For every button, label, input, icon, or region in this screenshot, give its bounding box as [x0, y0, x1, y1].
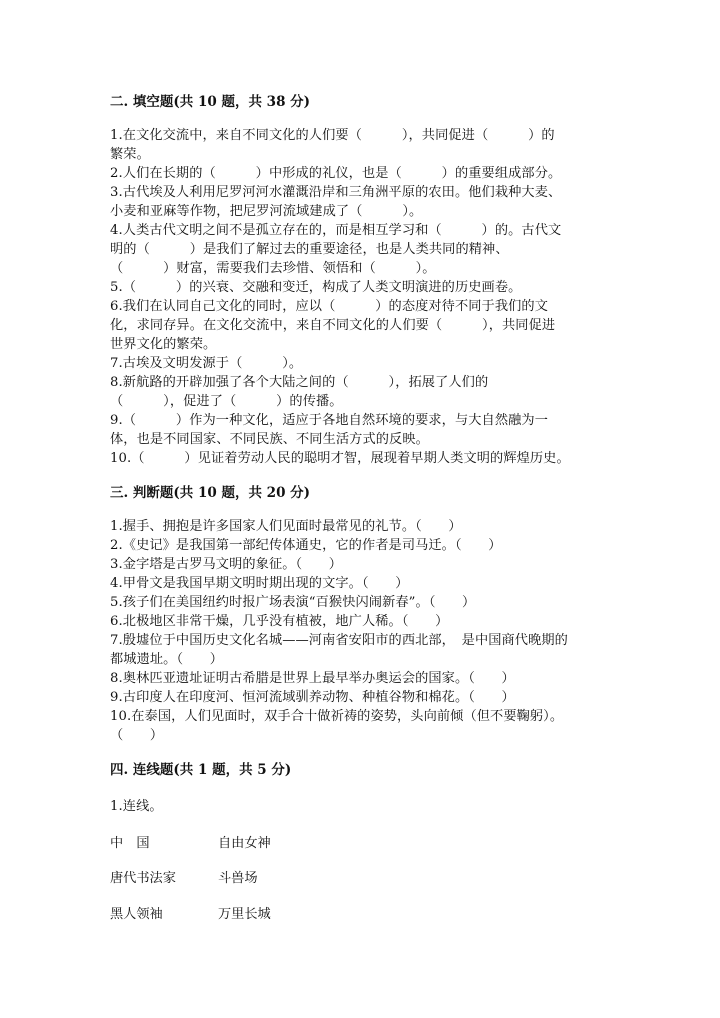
- match-left-item: 黑人领袖: [110, 907, 163, 922]
- fill-blank-line: 小麦和亚麻等作物，把尼罗河流域建成了（ ）。: [110, 204, 423, 219]
- fill-blank-line: 9.（ ）作为一种文化，适应于各地自然环境的要求，与大自然融为一: [110, 413, 548, 428]
- fill-blank-line: 繁荣。: [110, 147, 150, 162]
- true-false-line: 都城遗址。（ ）: [110, 652, 223, 667]
- true-false-line: 5.孩子们在美国纽约时报广场表演“百猴快闪闹新春”。（ ）: [110, 595, 476, 610]
- match-right-item: 斗兽场: [218, 871, 258, 886]
- fill-blank-line: 5.（ ）的兴衰、交融和变迁，构成了人类文明演进的历史画卷。: [110, 280, 522, 295]
- section-4-title: 四. 连线题(共 1 题，共 5 分): [110, 762, 292, 778]
- true-false-line: 1.握手、拥抱是许多国家人们见面时最常见的礼节。（ ）: [110, 519, 462, 534]
- fill-blank-line: 7.古埃及文明发源于（ ）。: [110, 356, 303, 371]
- true-false-line: 4.甲骨文是我国早期文明时期出现的文字。（ ）: [110, 576, 409, 591]
- fill-blank-line: 2.人们在长期的（ ）中形成的礼仪，也是（ ）的重要组成部分。: [110, 166, 562, 181]
- fill-blank-line: 3.古代埃及人利用尼罗河河水灌溉沿岸和三角洲平原的农田。他们栽种大麦、: [110, 185, 562, 200]
- true-false-line: 8.奥林匹亚遗址证明古希腊是世界上最早举办奥运会的国家。（ ）: [110, 671, 515, 686]
- true-false-line: 10.在泰国，人们见面时，双手合十做祈祷的姿势，头向前倾（但不要鞠躬）。: [110, 709, 564, 724]
- match-right-item: 自由女神: [218, 836, 271, 851]
- section-2-title: 二. 填空题(共 10 题，共 38 分): [110, 94, 311, 110]
- fill-blank-line: 化，求同存异。在文化交流中，来自不同文化的人们要（ ），共同促进: [110, 318, 556, 333]
- fill-blank-line: 6.我们在认同自己文化的同时，应以（ ）的态度对待不同于我们的文: [110, 299, 548, 314]
- match-left-item: 中 国: [110, 836, 150, 851]
- section-3-title: 三. 判断题(共 10 题，共 20 分): [110, 485, 311, 501]
- fill-blank-line: （ ）财富，需要我们去珍惜、领悟和（ ）。: [110, 261, 436, 276]
- fill-blank-line: 世界文化的繁荣。: [110, 337, 217, 352]
- fill-blank-line: 10.（ ）见证着劳动人民的聪明才智，展现着早期人类文明的辉煌历史。: [110, 451, 570, 466]
- fill-blank-line: 1.在文化交流中，来自不同文化的人们要（ ），共同促进（ ）的: [110, 128, 555, 143]
- fill-blank-line: 明的（ ）是我们了解过去的重要途径，也是人类共同的精神、: [110, 242, 509, 257]
- matching-question: 1.连线。: [110, 799, 163, 814]
- true-false-line: 2.《史记》是我国第一部纪传体通史，它的作者是司马迁。（ ）: [110, 538, 502, 553]
- true-false-line: 9.古印度人在印度河、恒河流域驯养动物、种植谷物和棉花。（ ）: [110, 690, 515, 705]
- match-right-item: 万里长城: [218, 907, 271, 922]
- fill-blank-line: （ ），促进了（ ）的传播。: [110, 394, 343, 409]
- fill-blank-line: 4.人类古代文明之间不是孤立存在的，而是相互学习和（ ）的。古代文: [110, 223, 562, 238]
- true-false-line: 6.北极地区非常干燥，几乎没有植被，地广人稀。（ ）: [110, 614, 449, 629]
- match-left-item: 唐代书法家: [110, 871, 176, 886]
- fill-blank-line: 体，也是不同国家、不同民族、不同生活方式的反映。: [110, 432, 429, 447]
- true-false-line: （ ）: [110, 728, 164, 743]
- fill-blank-line: 8.新航路的开辟加强了各个大陆之间的（ ），拓展了人们的: [110, 375, 489, 390]
- true-false-line: 3.金字塔是古罗马文明的象征。（ ）: [110, 557, 343, 572]
- true-false-line: 7.殷墟位于中国历史文化名城——河南省安阳市的西北部， 是中国商代晚期的: [110, 633, 568, 648]
